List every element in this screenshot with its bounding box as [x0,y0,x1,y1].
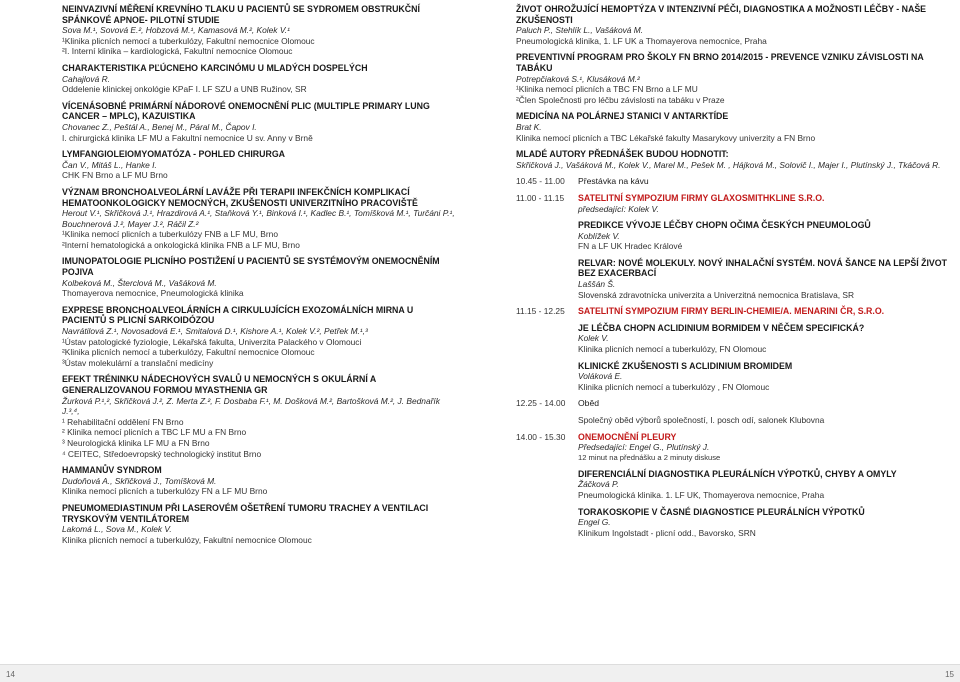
schedule-slot [516,398,952,431]
session-chair: předsedající: Kolek V. [578,203,659,214]
affiliation: Klinika nemocí plicních a tuberkulózy FN a LF MU Brno [62,486,268,497]
talk-author: Laššán Š. [578,279,616,290]
abstract-entry [62,4,458,57]
abstract-title: NEINVAZIVNÍ MĚŘENÍ KREVNÍHO TLAKU U PACIENTŮ SE SYDROMEM OBSTRUKČNÍ SPÁNKOVÉ APNOE- PILOTNÍ STUDIE [62,4,420,25]
abstract-entry [516,52,952,105]
abstract-authors: Lakomá L., Sova M., Kolek V. [62,524,172,535]
slot-item [578,176,952,187]
abstract-title: EFEKT TRÉNINKU NÁDECHOVÝCH SVALŮ U NEMOCNÝCH S OKULÁRNÍ A GENERALIZOVANOU FORMOU MYASTHENIA GR [62,374,376,395]
abstract-title: MEDICÍNA NA POLÁRNEJ STANICI V ANTARKTÍDE [516,111,729,122]
talk-author: Engel G. [578,517,611,528]
schedule-slot [516,306,952,398]
abstract-title: MLADÉ AUTORY PŘEDNÁŠEK BUDOU HODNOTIT: [516,149,729,160]
affiliation: Klinika plicních nemocí a tuberkulózy, Fakultní nemocnice Olomouc [62,534,312,545]
session-title: SATELITNÍ SYMPOZIUM FIRMY GLAXOSMITHKLINE S.R.O. [578,192,825,203]
talk-affiliation: Slovenská zdravotnícka univerzita a Univerzitná nemocnica Bratislava, SR [578,289,855,300]
affiliation: ²Klinika plicních nemocí a tuberkulózy, Fakultní nemocnice Olomouc [62,347,315,358]
abstract-authors: Žurková P.¹,², Skřičková J.², Z. Merta Z.², F. Dosbaba F.¹, M. Došková M.², Bartošková M.², J. Bednařík J.³,⁴, [62,395,440,417]
slot-time: 12.25 - 14.00 [516,398,566,409]
abstract-authors: Dudoňová A., Skřičková J., Tomíšková M. [62,475,217,486]
session-title: ONEMOCNĚNÍ PLEURY [578,431,677,442]
talk-title: PREDIKCE VÝVOJE LÉČBY CHOPN OČIMA ČESKÝCH PNEUMOLOGŮ [578,220,871,231]
abstract-title: ŽIVOT OHROŽUJÍCÍ HEMOPTÝZA V INTENZIVNÍ PÉČI, DIAGNOSTIKA A MOŽNOSTI LÉČBY - NAŠE ZKUŠENOSTI [516,4,927,25]
abstract-entry [62,101,458,143]
abstract-title: HAMMANŮV SYNDROM [62,465,162,476]
session-title: SATELITNÍ SYMPOZIUM FIRMY BERLIN-CHEMIE/A. MENARINI ČR, S.R.O. [578,306,885,317]
talk-affiliation: FN a LF UK Hradec Králové [578,241,683,252]
abstract-entry [62,63,458,95]
abstract-title: VÝZNAM BRONCHOALVEOLÁRNÍ LAVÁŽE PŘI TERAPII INFEKČNÍCH KOMPLIKACÍ HEMATOONKOLOGICKY NEMOCNÝCH, ZKUŠENOSTI UNIVERZITNÍHO PRACOVIŠTĚ [62,186,418,208]
abstract-authors: Herout V.¹, Skřičková J.¹, Hrazdirová A.¹, Staňková Y.¹, Binková I.¹, Kadlec B.¹, Tomíšková M.¹, Turčáni P.¹, Bouchnerová J.², Mayer J.², Ráčil Z.² [62,208,455,229]
abstract-title: PREVENTIVNÍ PROGRAM PRO ŠKOLY FN BRNO 2014/2015 - PREVENCE VZNIKU ZÁVISLOSTI NA TABÁKU [516,52,924,73]
slot-time: 10.45 - 11.00 [516,176,565,187]
schedule-slot [516,176,952,193]
talk-title: KLINICKÉ ZKUŠENOSTI S ACLIDINIUM BROMIDEM [578,360,793,371]
talk-author: Koblížek V. [578,230,620,241]
left-column [62,4,458,551]
abstract-title: LYMFANGIOLEIOMYOMATÓZA - POHLED CHIRURGA [62,149,286,160]
page-number-right: 15 [945,670,954,679]
schedule-slot [516,193,952,306]
abstract-authors: Chovanec Z., Peštál A., Benej M., Páral M., Čapov I. [62,121,257,132]
abstract-title: EXPRESE BRONCHOALVEOLÁRNÍCH A CIRKULUJÍCÍCH EXOZOMÁLNÍCH MIRNA U PACIENTŮ S PLICNÍ SARKOIDÓZOU [62,304,414,326]
abstract-entry [516,111,952,143]
affiliation: Pneumologická klinika, 1. LF UK a Thomayerova nemocnice, Praha [516,35,767,46]
abstract-entry [62,305,458,369]
affiliation: ²Člen Společnosti pro léčbu závislosti na tabáku v Praze [516,94,725,105]
abstract-authors: Paluch P., Stehlík L., Vašáková M. [516,25,644,36]
schedule-slot [516,432,952,545]
session-note: 12 minut na přednášku a 2 minuty diskuse [578,452,721,462]
abstract-authors: Navrátilová Z.¹, Novosadová E.¹, Smitalová D.¹, Kishore A.¹, Kolek V.², Petřek M.¹,³ [62,326,368,337]
abstract-entry [62,149,458,181]
talk-title: TORAKOSKOPIE V ČASNÉ DIAGNOSTICE PLEURÁLNÍCH VÝPOTKŮ [578,506,865,517]
abstract-entry [62,256,458,298]
affiliation: ³Ústav molekulární a translační medicíny [62,357,214,368]
slot-item [578,220,952,252]
affiliation: ²Interní hematologická a onkologická klinika FNB a LF MU, Brno [62,239,300,250]
talk-title: JE LÉČBA CHOPN ACLIDINIUM BORMIDEM V NĚČEM SPECIFICKÁ? [578,322,865,333]
slot-item [578,432,952,463]
slot-time: 11.00 - 11.15 [516,192,565,203]
session-chair: Předsedající: Engel G., Plutínský J. [578,442,710,453]
affiliation: Klinika nemocí plicních a TBC Lékařské fakulty Masarykovy univerzity a FN Brno [516,132,816,143]
talk-author: Žáčková P. [578,479,619,490]
affiliation: Thomayerova nemocnice, Pneumologická klinika [62,288,244,299]
abstract-authors: Kolbeková M., Šterclová M., Vašáková M. [62,277,217,288]
affiliation: ³ Neurologická klinika LF MU a FN Brno [62,437,210,448]
slot-item [578,361,952,393]
talk-author: Voláková E. [578,371,623,382]
slot-item [578,415,952,426]
slot-text: Přestávka na kávu [578,176,649,187]
slot-time: 14.00 - 15.30 [516,431,566,442]
slot-item [578,323,952,355]
abstract-authors: Potrepčiaková S.¹, Klusáková M.² [516,73,640,84]
talk-author: Kolek V. [578,333,609,344]
talk-title: DIFERENCIÁLNÍ DIAGNOSTIKA PLEURÁLNÍCH VÝPOTKŮ, CHYBY A OMYLY [578,468,897,479]
abstract-entry [516,149,952,170]
slot-body [578,193,952,306]
slot-body [578,398,952,431]
slot-text: Oběd [578,398,600,409]
talk-affiliation: Pneumologická klinika. 1. LF UK, Thomayerova nemocnice, Praha [578,489,825,500]
affiliation: ¹Klinika plicních nemocí a tuberkulózy, Fakultní nemocnice Olomouc [62,35,315,46]
abstract-authors: Cahajlová R. [62,73,110,84]
affiliation: Oddelenie klinickej onkológie KPaF I. LF SZU a UNB Ružinov, SR [62,84,307,95]
talk-affiliation: Klinika plicních nemocí a tuberkulózy , FN Olomouc [578,381,770,392]
slot-item [578,398,952,409]
abstract-entry [62,465,458,497]
affiliation: ¹Ústav patologické fyziologie, Lékařská fakulta, Univerzita Palackého v Olomouci [62,336,362,347]
abstract-entry [516,4,952,46]
affiliation: ²I. Interní klinika – kardiologická, Fakultní nemocnice Olomouc [62,46,293,57]
abstract-entry [62,374,458,459]
abstract-title: PNEUMOMEDIASTINUM PŘI LASEROVÉM OŠETŘENÍ TUMORU TRACHEY A VENTILACI TRYSKOVÝM VENTILÁTOREM [62,502,429,524]
slot-item [578,469,952,501]
right-column [516,4,952,544]
slot-item [578,193,952,214]
abstract-title: CHARAKTERISTIKA PĽÚCNEHO KARCINÓMU U MLADÝCH DOSPELÝCH [62,62,368,73]
abstract-entry [62,503,458,545]
abstract-authors: Skřičková J., Vašáková M., Kolek V., Marel M., Pešek M. , Hájková M., Solovič I., Majer I., Plutínský J., Tkáčová R. [516,159,941,170]
abstract-entry [62,187,458,251]
abstract-authors: Brat K. [516,121,542,132]
affiliation: ¹Klinika nemocí plicních a tuberkulózy FNB a LF MU, Brno [62,229,278,240]
talk-affiliation: Klinikum Ingolstadt - plicní odd., Bavorsko, SRN [578,527,756,538]
affiliation: I. chirurgická klinika LF MU a Fakultní nemocnice U sv. Anny v Brně [62,132,313,143]
slot-item [578,258,952,300]
right-abstracts [516,4,952,170]
slot-body [578,432,952,545]
slot-body [578,306,952,398]
schedule [516,176,952,544]
affiliation: CHK FN Brno a LF MU Brno [62,170,168,181]
slot-body [578,176,952,193]
page-number-left: 14 [6,670,15,679]
affiliation: ¹Klinika nemocí plicních a TBC FN Brno a LF MU [516,84,698,95]
slot-item [578,306,952,317]
page-footer [0,664,960,682]
affiliation: ² Klinika nemocí plicních a TBC LF MU a FN Brno [62,427,247,438]
abstract-title: IMUNOPATOLOGIE PLICNÍHO POSTIŽENÍ U PACIENTŮ SE SYSTÉMOVÝM ONEMOCNĚNÍM POJIVA [62,256,440,278]
talk-affiliation: Klinika plicních nemocí a tuberkulózy, FN Olomouc [578,344,767,355]
abstract-authors: Sova M.¹, Sovová E.², Hobzová M.¹, Kamasová M.², Kolek V.¹ [62,25,290,36]
affiliation: ⁴ CEITEC, Středoevropský technologický institut Brno [62,448,262,459]
abstract-authors: Čan V., Mitáš L., Hanke I. [62,159,157,170]
affiliation: ¹ Rehabilitační oddělení FN Brno [62,416,184,427]
slot-note: Společný oběd výborů společností, I. posch odí, salonek Klubovna [578,415,825,425]
slot-time: 11.15 - 12.25 [516,306,565,317]
slot-item [578,507,952,539]
abstract-title: VÍCENÁSOBNÉ PRIMÁRNÍ NÁDOROVÉ ONEMOCNĚNÍ PLIC (MULTIPLE PRIMARY LUNG CANCER – MPLC), KAZUISTIKA [62,100,430,122]
talk-title: RELVAR: NOVÉ MOLEKULY. NOVÝ INHALAČNÍ SYSTÉM. NOVÁ ŠANCE NA LEPŠÍ ŽIVOT BEZ EXACERBACÍ [578,257,948,279]
